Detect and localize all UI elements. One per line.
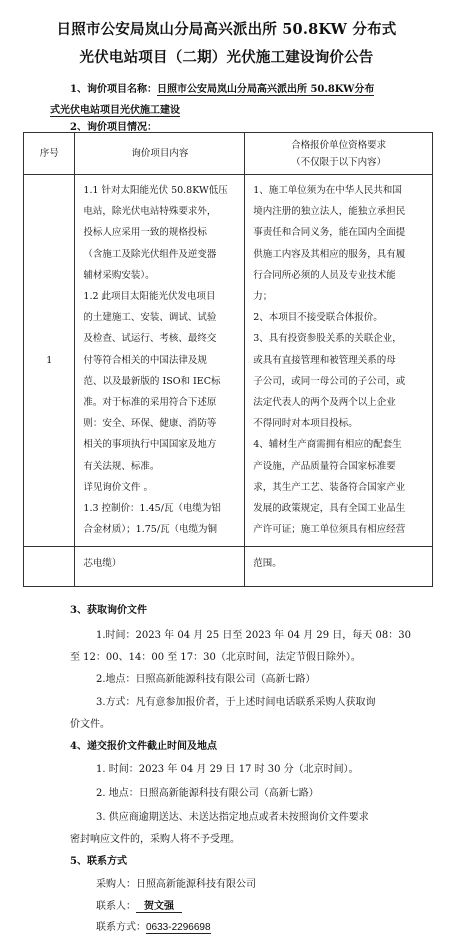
requirement-line: 供施工内容及其相应的服务，具有履: [253, 248, 406, 260]
content-line: 电站，除光伏电站特殊要求外，: [83, 206, 217, 218]
requirement-line: 境内注册的独立法人，能独立承担民: [253, 206, 406, 218]
requirement-line: 或具有直接管理和被管理关系的母: [253, 354, 396, 366]
content-line: 付等符合相关的中国法律及规: [83, 354, 207, 366]
requirements-cell: [245, 175, 432, 540]
s4-note-line1: 3. 供应商逾期送达、未送达指定地点或者未按照询价文件要求: [96, 812, 369, 823]
phone-label: 联系方式：: [96, 922, 146, 933]
s3-method-line1: 3.方式：凡有意参加报价者，于上述时间电话联系采购人获取询: [96, 697, 376, 708]
phone-number: 0633-2296698: [146, 922, 211, 933]
content-line: 则：安全、环保、健康、消防等: [83, 418, 217, 430]
requirement-line: 产设施，产品质量符合国家标准要: [253, 460, 396, 472]
notice-title-line2: 光伏电站项目（二期）光伏施工建设询价公告: [79, 49, 374, 66]
requirement-line: 2、本项目不接受联合体报价。: [253, 312, 383, 324]
content-line: 的土建施工、安装、调试、试验: [83, 312, 217, 324]
row-number: 1: [46, 355, 53, 366]
requirement-line: 法定代表人的两个及两个以上企业: [253, 397, 396, 409]
s4-place: 2. 地点：日照高新能源科技有限公司（高新七路）: [96, 788, 319, 799]
phone-line: [96, 918, 211, 933]
requirements-continuation: 范围。: [253, 558, 282, 569]
content-line: 相关的事项执行中国国家及地方: [83, 439, 217, 451]
header-content: 询价项目内容: [131, 148, 189, 159]
content-line: 辅材采购安装）。: [83, 269, 155, 281]
section-1-heading: [70, 80, 374, 95]
inquiry-table: [23, 132, 433, 587]
content-line: 1.2 此项目太阳能光伏发电项目: [83, 291, 216, 303]
s4-time: 1. 时间：2023 年 04 月 29 日 17 时 30 分（北京时间）。: [96, 764, 359, 775]
section-5-heading: 5、联系方式: [70, 856, 127, 867]
contact-line: [96, 897, 182, 912]
section-1-label: 1、询价项目名称：: [70, 84, 157, 95]
requirement-line: 求，其生产工艺、装备符合国家产业: [253, 481, 406, 493]
section-3-heading: 3、获取询价文件: [70, 605, 147, 616]
requirement-line: 力；: [253, 291, 273, 303]
content-line: 及检查、试运行、考核、最终交: [83, 333, 217, 345]
s3-place: 2.地点：日照高新能源科技有限公司（高新七路）: [96, 674, 316, 685]
requirement-line: 子公司，或同一母公司的子公司，或: [253, 375, 406, 387]
s4-note-line2: 密封响应文件的，采购人将不予受理。: [70, 834, 240, 845]
project-name-part2: 式光伏电站项目光伏施工建设: [50, 101, 180, 117]
buyer-line: 采购人：日照高新能源科技有限公司: [96, 879, 256, 890]
header-requirements: 合格报价单位资格要求: [291, 139, 387, 151]
contact-label: 联系人：: [96, 901, 136, 912]
content-line: 有关法规、标准。: [83, 460, 160, 472]
requirement-line: 4、辅材生产商需拥有相应的配套生: [253, 439, 402, 451]
requirement-line: 不得同时对本项目投标。: [253, 418, 358, 430]
table-header-row: [24, 133, 433, 175]
requirement-line: 1、施工单位须为在中华人民共和国: [253, 185, 402, 196]
content-continuation: 芯电缆）: [83, 558, 122, 569]
s3-method-line2: 价文件。: [70, 719, 110, 730]
notice-title-line1: 日照市公安局岚山分局高兴派出所 50.8KW 分布式: [56, 21, 397, 38]
content-line: 1.3 控制价：1.45/瓦（电缆为铝: [83, 503, 221, 515]
content-line: 投标人应采用一致的规格投标: [83, 227, 207, 239]
section-2-heading: 2、询价项目情况：: [70, 122, 157, 133]
content-line: 准。对于标准的采用符合下述原: [83, 397, 217, 409]
requirement-line: 3、具有投资参股关系的关联企业，: [253, 333, 402, 345]
s3-time-line2: 至 12：00、14：00 至 17：30（北京时间，法定节假日除外）。: [70, 652, 361, 663]
project-name-part1: 日照市公安局岚山分局高兴派出所 50.8KW分布: [156, 84, 375, 95]
contact-name: 贺文强: [136, 901, 182, 913]
requirement-line: 事责任和合同义务，能在国内全面提: [253, 227, 406, 239]
content-line: 1.1 针对太阳能光伏 50.8KW低压: [83, 185, 228, 196]
requirement-line: 发展的政策规定，具有全国工业品生: [253, 503, 406, 515]
header-no: 序号: [39, 148, 59, 159]
requirement-line: 产许可证；施工单位须具有相应经营: [253, 524, 406, 536]
content-line: 合金材质）；1.75/瓦（电缆为铜: [83, 524, 218, 536]
table-continuation-row: [24, 547, 433, 587]
content-line: （含施工及除光伏组件及逆变器: [83, 248, 217, 260]
content-line: 范、以及最新版的 ISO和 IEC标: [83, 375, 221, 387]
requirement-line: 行合同所必须的人员及专业技术能: [253, 269, 396, 281]
table-row: [24, 175, 433, 547]
header-requirements-note: （不仅限于以下内容）: [291, 156, 387, 168]
content-line: 详见询价文件 。: [83, 481, 153, 493]
section-4-heading: 4、递交报价文件截止时间及地点: [70, 741, 217, 752]
s3-time-line1: 1.时间：2023 年 04 月 25 日至 2023 年 04 月 29 日，每天 08：30: [96, 630, 411, 641]
project-content-cell: [75, 175, 244, 540]
